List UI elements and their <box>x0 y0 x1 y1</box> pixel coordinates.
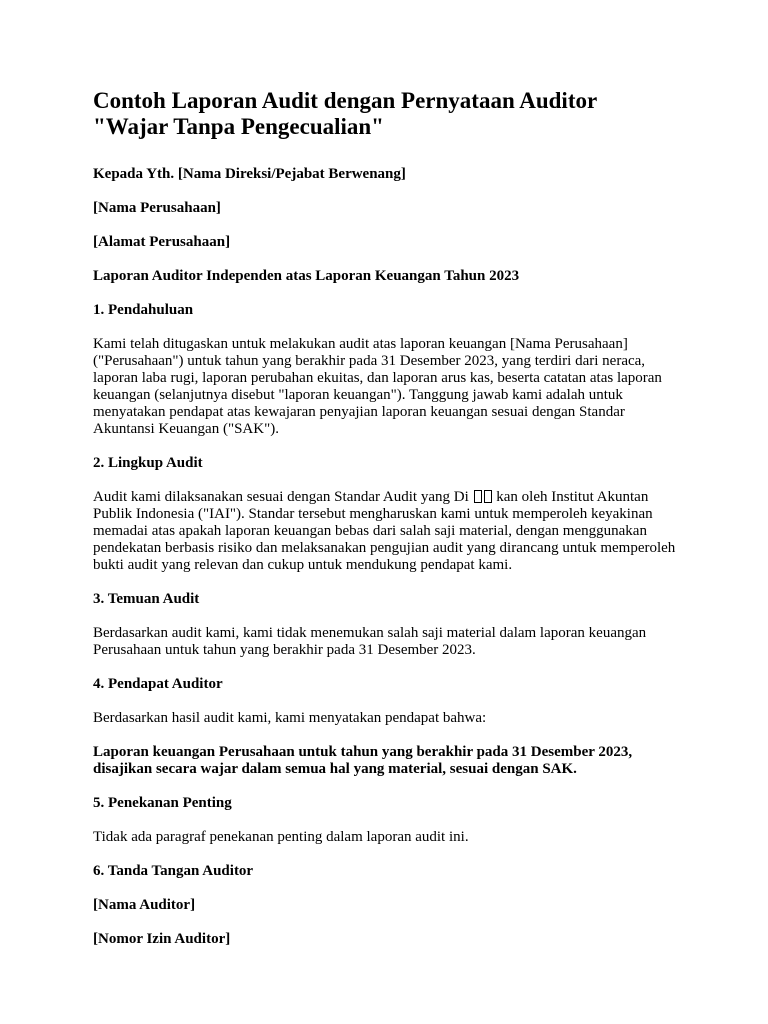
document-title <box>93 88 688 140</box>
title-line-2: "Wajar Tanpa Pengecualian" <box>93 114 384 139</box>
scope-text-after: kan oleh Institut Akuntan Publik Indonesia ("IAI"). Standar tersebut mengharuskan kami untuk memperoleh keyakinan memadai atas apakah laporan keuangan bebas dari salah saji material, dengan menggunakan pendekatan berbasis risiko dan melaksanakan pengujian audit yang dirancang untuk memperoleh bukti audit yang relevan dan cukup untuk mendukung pendapat kami. <box>93 489 676 573</box>
company-address: [Alamat Perusahaan] <box>93 234 231 250</box>
auditor-name: [Nama Auditor] <box>93 897 196 913</box>
section-heading-findings: 3. Temuan Audit <box>93 591 200 607</box>
section-body-intro: Kami telah ditugaskan untuk melakukan audit atas laporan keuangan [Nama Perusahaan] ("Perusahaan") untuk tahun yang berakhir pada 31 Desember 2023, yang terdiri dari neraca, laporan laba rugi, laporan perubahan ekuitas, dan laporan arus kas, beserta catatan atas laporan keuangan (selanjutnya disebut "laporan keuangan"). Tanggung jawab kami adalah untuk menyatakan pendapat atas kewajaran penyajian laporan keuangan sesuai dengan Standar Akuntansi Keuangan ("SAK"). <box>93 336 662 437</box>
report-heading: Laporan Auditor Independen atas Laporan Keuangan Tahun 2023 <box>93 268 520 284</box>
section-heading-scope: 2. Lingkup Audit <box>93 455 203 471</box>
section-body-opinion: Berdasarkan hasil audit kami, kami menyatakan pendapat bahwa: <box>93 710 487 726</box>
recipient-line: Kepada Yth. [Nama Direksi/Pejabat Berwenang] <box>93 166 406 182</box>
opinion-statement: Laporan keuangan Perusahaan untuk tahun yang berakhir pada 31 Desember 2023, disajikan secara wajar dalam semua hal yang material, sesuai dengan SAK. <box>93 744 633 777</box>
missing-glyph-icon <box>484 490 492 503</box>
section-heading-intro: 1. Pendahuluan <box>93 302 194 318</box>
company-name: [Nama Perusahaan] <box>93 200 221 216</box>
title-line-1: Contoh Laporan Audit dengan Pernyataan Auditor <box>93 88 598 113</box>
section-heading-opinion: 4. Pendapat Auditor <box>93 676 223 692</box>
scope-text-before: Audit kami dilaksanakan sesuai dengan Standar Audit yang Di <box>93 489 469 505</box>
missing-glyph-icon <box>474 490 482 503</box>
section-heading-signature: 6. Tanda Tangan Auditor <box>93 863 254 879</box>
section-body-emphasis: Tidak ada paragraf penekanan penting dalam laporan audit ini. <box>93 829 469 845</box>
auditor-license-number: [Nomor Izin Auditor] <box>93 931 231 947</box>
section-body-findings: Berdasarkan audit kami, kami tidak menemukan salah saji material dalam laporan keuangan Perusahaan untuk tahun yang berakhir pada 31 Desember 2023. <box>93 625 647 658</box>
section-heading-emphasis: 5. Penekanan Penting <box>93 795 232 811</box>
section-body-scope <box>93 489 688 574</box>
